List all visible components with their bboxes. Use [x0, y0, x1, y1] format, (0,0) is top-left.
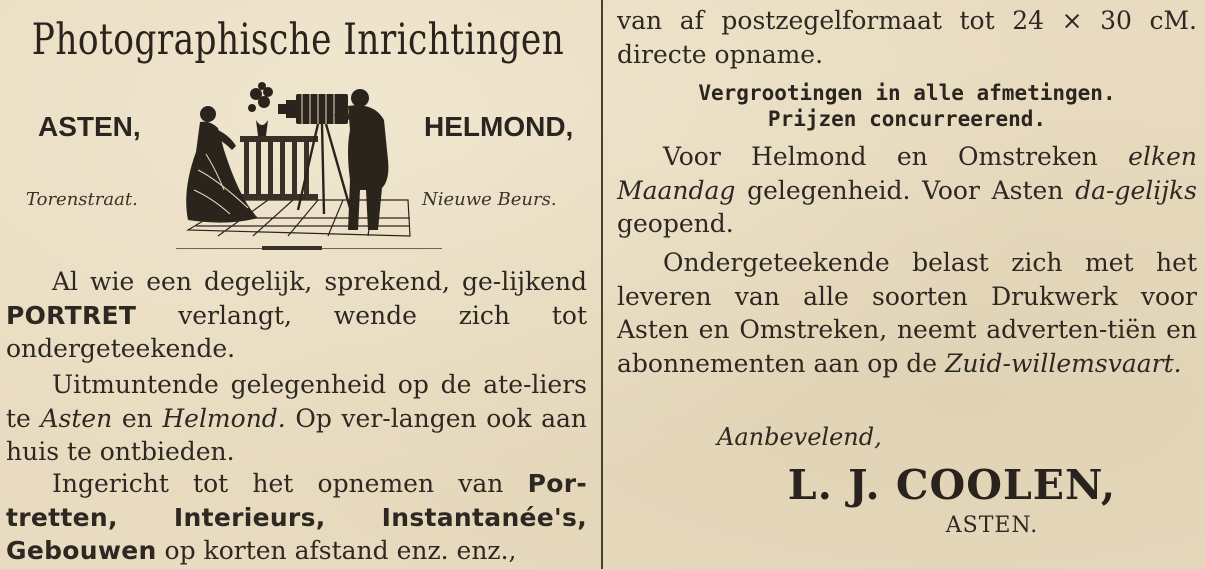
- text-run: Ondergeteekende belast zich met het leveren van alle soorten Drukwerk voor Asten en Omstreken, neemt adverten-tiën en abonnementen aan op de: [617, 248, 1197, 378]
- column-divider: [601, 0, 603, 569]
- text-portret-bold: PORTRET: [6, 300, 137, 330]
- street-torenstraat: Torenstraat.: [26, 189, 138, 210]
- text-zuidwillemsvaart-italic: Zuid-willemsvaart.: [945, 348, 1182, 378]
- text-run: Voor Helmond en Omstreken: [663, 142, 1129, 171]
- city-asten: ASTEN,: [38, 111, 141, 142]
- paragraph-drukwerk: [617, 246, 1197, 380]
- text-run: geopend.: [617, 209, 734, 238]
- city-helmond: HELMOND,: [424, 111, 574, 142]
- text-run: Al wie een degelijk, sprekend, ge-lijkend: [52, 267, 587, 296]
- text-run: en: [112, 403, 163, 433]
- text-elken-maandag-italic: elken Maandag: [617, 142, 1197, 205]
- paragraph-openingstijden: [617, 140, 1197, 241]
- text-subjects-bold: Por-tretten, Interieurs, Instantanée's, Gebouwen: [6, 469, 587, 565]
- text-asten-italic: Asten: [40, 403, 113, 433]
- text-run: Op ver-langen ook aan huis te ontbieden.: [6, 403, 587, 466]
- line-vergrootingen: Vergrootingen in alle afmetingen.: [698, 81, 1116, 105]
- divider-rule-accent: [262, 246, 322, 250]
- text-run: gelegenheid. Voor Asten: [735, 175, 1076, 205]
- line-prijzen: Prijzen concurreerend.: [767, 107, 1047, 131]
- paragraph-formaat: van af postzegelformaat tot 24 × 30 cM. directe opname.: [617, 6, 1197, 69]
- advert-heading: Photographische Inrichtingen: [31, 15, 565, 65]
- text-run: Uitmuntende gelegenheid op de ate-liers te: [6, 370, 587, 433]
- text-run: op korten afstand enz. enz.,: [156, 536, 517, 565]
- advertiser-place: ASTEN.: [945, 513, 1039, 538]
- street-nieuwe-beurs: Nieuwe Beurs.: [422, 189, 557, 210]
- photographer-engraving-icon: [178, 80, 416, 238]
- paragraph-ingericht: [6, 467, 587, 568]
- paragraph-portret: [6, 265, 587, 366]
- text-dagelijks-italic: da-gelijks: [1075, 175, 1197, 205]
- closing-aanbevelend: Aanbevelend,: [717, 423, 882, 451]
- text-helmond-italic: Helmond.: [162, 403, 286, 433]
- text-run: verlangt, wende zich tot ondergeteekende.: [6, 300, 587, 363]
- paragraph-ateliers: [6, 368, 587, 469]
- advertiser-name: L. J. COOLEN,: [787, 461, 1117, 509]
- text-run: Ingericht tot het opnemen van: [52, 469, 528, 498]
